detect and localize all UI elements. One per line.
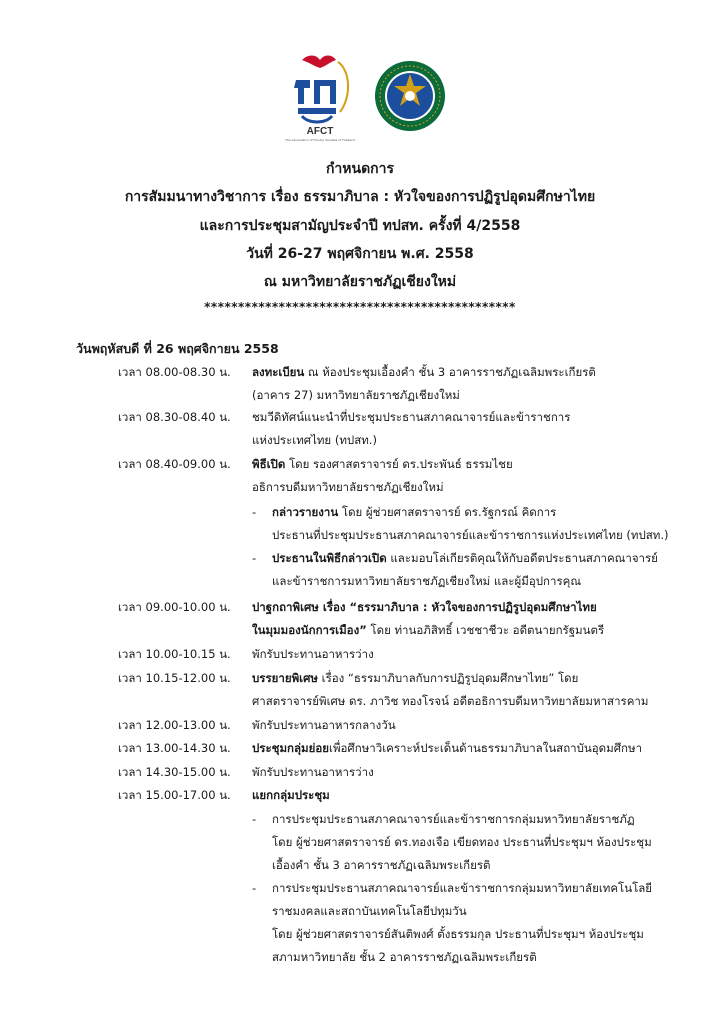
row-bold: ลงทะเบียน — [252, 365, 305, 379]
university-seal-icon — [374, 60, 446, 132]
university-seal — [374, 60, 446, 132]
row-rest: เพื่อศึกษาวิเคราะห์ประเด็นด้านธรรมาภิบาลในสถาบันอุดมศึกษา — [329, 741, 643, 755]
row-rest: ณ ห้องประชุมเอื้องคำ ชั้น 3 อาคารราชภัฏเฉลิมพระเกียรติ — [304, 365, 596, 379]
row-rest: เรื่อง “ธรรมาภิบาล : หัวใจของการปฏิรูปอุดมศึกษาไทย — [318, 600, 597, 614]
row-rest: เรื่อง “ธรรมาภิบาลกับการปฏิรูปอุดมศึกษาไทย” โดย — [317, 671, 579, 685]
sub-line3: โดย ผู้ช่วยศาสตราจารย์สันติพงศ์ ตั้งธรรมกุล ประธานที่ประชุมฯ ห้องประชุม — [272, 927, 644, 941]
event-date: วันที่ 26-27 พฤศจิกายน พ.ศ. 2558 — [246, 246, 474, 262]
row-line2: โดย ท่านอภิสิทธิ์ เวชชาชีวะ อดีตนายกรัฐมนตรี — [366, 623, 605, 637]
day-heading: วันพฤหัสบดี ที่ 26 พฤศจิกายน 2558 — [76, 341, 279, 356]
row-bold: ประชุมกลุ่มย่อย — [252, 741, 330, 755]
row-desc: พักรับประทานอาหารกลางวัน — [252, 718, 396, 732]
row-desc — [252, 671, 682, 708]
row-desc — [252, 365, 682, 402]
row-line2: แห่งประเทศไทย (ทปสท.) — [252, 433, 377, 447]
row-time: เวลา 15.00-17.00 น. — [118, 788, 231, 802]
sub-line2: โดย ผู้ช่วยศาสตราจารย์ ดร.ทองเจือ เขียดทอง ประธานที่ประชุมฯ ห้องประชุม — [272, 835, 652, 849]
row-desc — [252, 788, 682, 802]
separator-stars: ********************************************** — [204, 300, 516, 314]
row-desc — [252, 741, 682, 755]
logos-area — [0, 52, 720, 147]
afct-emblem-icon — [280, 52, 360, 138]
sub-bold: ประธานในพิธีกล่าวเปิด — [272, 551, 387, 565]
row-time: เวลา 12.00-13.00 น. — [118, 718, 231, 732]
row-bold: บรรยายพิเศษ — [252, 671, 318, 685]
row-line2: (อาคาร 27) มหาวิทยาลัยราชภัฏเชียงใหม่ — [252, 388, 460, 402]
dash-bullet: - — [252, 551, 257, 565]
sub-line2: ประธานที่ประชุมประธานสภาคณาจารย์และข้าราชการแห่งประเทศไทย (ทปสท.) — [272, 528, 669, 542]
row-line2-bold: ในมุมมองนักการเมือง” — [252, 623, 367, 637]
sub-line3: เอื้องคำ ชั้น 3 อาคารราชภัฏเฉลิมพระเกียรติ — [272, 858, 491, 872]
dash-bullet: - — [252, 505, 257, 519]
row-time: เวลา 08.00-08.30 น. — [118, 365, 231, 379]
sub-line1: การประชุมประธานสภาคณาจารย์และข้าราชการกลุ่มมหาวิทยาลัยเทคโนโลยี — [272, 881, 653, 895]
doc-title: กำหนดการ — [325, 161, 395, 177]
row-time: เวลา 10.00-10.15 น. — [118, 647, 231, 661]
seminar-title: การสัมมนาทางวิชาการ เรื่อง ธรรมาภิบาล : หัวใจของการปฏิรูปอุดมศึกษาไทย — [124, 189, 596, 205]
sub-line2: ราชมงคลและสถาบันเทคโนโลยีปทุมวัน — [272, 904, 467, 918]
sub-bold: กล่าวรายงาน — [272, 505, 339, 519]
row-time: เวลา 14.30-15.00 น. — [118, 765, 231, 779]
sub-line1: การประชุมประธานสภาคณาจารย์และข้าราชการกลุ่มมหาวิทยาลัยราชภัฏ — [272, 812, 635, 826]
event-venue: ณ มหาวิทยาลัยราชภัฏเชียงใหม่ — [263, 274, 457, 290]
row-desc: พักรับประทานอาหารว่าง — [252, 647, 374, 661]
afct-caption: The Association of Faculty Senates of Thailand — [285, 138, 355, 142]
row-time: เวลา 09.00-10.00 น. — [118, 600, 231, 614]
sub-line4: สภามหาวิทยาลัย ชั้น 2 อาคารราชภัฏเฉลิมพระเกียรติ — [272, 950, 537, 964]
row-desc — [252, 410, 682, 447]
row-line2: ศาสตราจารย์พิเศษ ดร. ภาวิช ทองโรจน์ อดีตอธิการบดีมหาวิทยาลัยมหาสารคาม — [252, 694, 649, 708]
row-desc — [252, 600, 682, 637]
dash-bullet: - — [252, 812, 257, 826]
row-desc: พักรับประทานอาหารว่าง — [252, 765, 374, 779]
row-line2: อธิการบดีมหาวิทยาลัยราชภัฏเชียงใหม่ — [252, 480, 444, 494]
row-rest: โดย รองศาสตราจารย์ ดร.ประพันธ์ ธรรมไชย — [285, 457, 513, 471]
dash-bullet: - — [252, 881, 257, 895]
row-time: เวลา 08.40-09.00 น. — [118, 457, 231, 471]
row-desc — [252, 457, 682, 494]
sub-rest: และมอบโล่เกียรติคุณให้กับอดีตประธานสภาคณาจารย์ — [386, 551, 658, 565]
meeting-title: และการประชุมสามัญประจำปี ทปสท. ครั้งที่ 4/2558 — [199, 218, 521, 234]
afct-text: AFCT — [306, 126, 334, 137]
row-time: เวลา 08.30-08.40 น. — [118, 410, 231, 424]
row-time: เวลา 13.00-14.30 น. — [118, 741, 231, 755]
row-rest: ชมวีดิทัศน์แนะนำที่ประชุมประธานสภาคณาจารย์และข้าราชการ — [252, 410, 571, 424]
row-bold: ปาฐกถาพิเศษ — [252, 600, 319, 614]
row-time: เวลา 10.15-12.00 น. — [118, 671, 231, 685]
sub-line2: และข้าราชการมหาวิทยาลัยราชภัฏเชียงใหม่ และผู้มีอุปการคุณ — [272, 574, 582, 588]
sub-rest: โดย ผู้ช่วยศาสตราจารย์ ดร.รัฐกรณ์ คิดการ — [338, 505, 557, 519]
afct-logo — [280, 52, 360, 147]
row-bold: แยกกลุ่มประชุม — [252, 788, 330, 802]
row-bold: พิธีเปิด — [252, 457, 286, 471]
